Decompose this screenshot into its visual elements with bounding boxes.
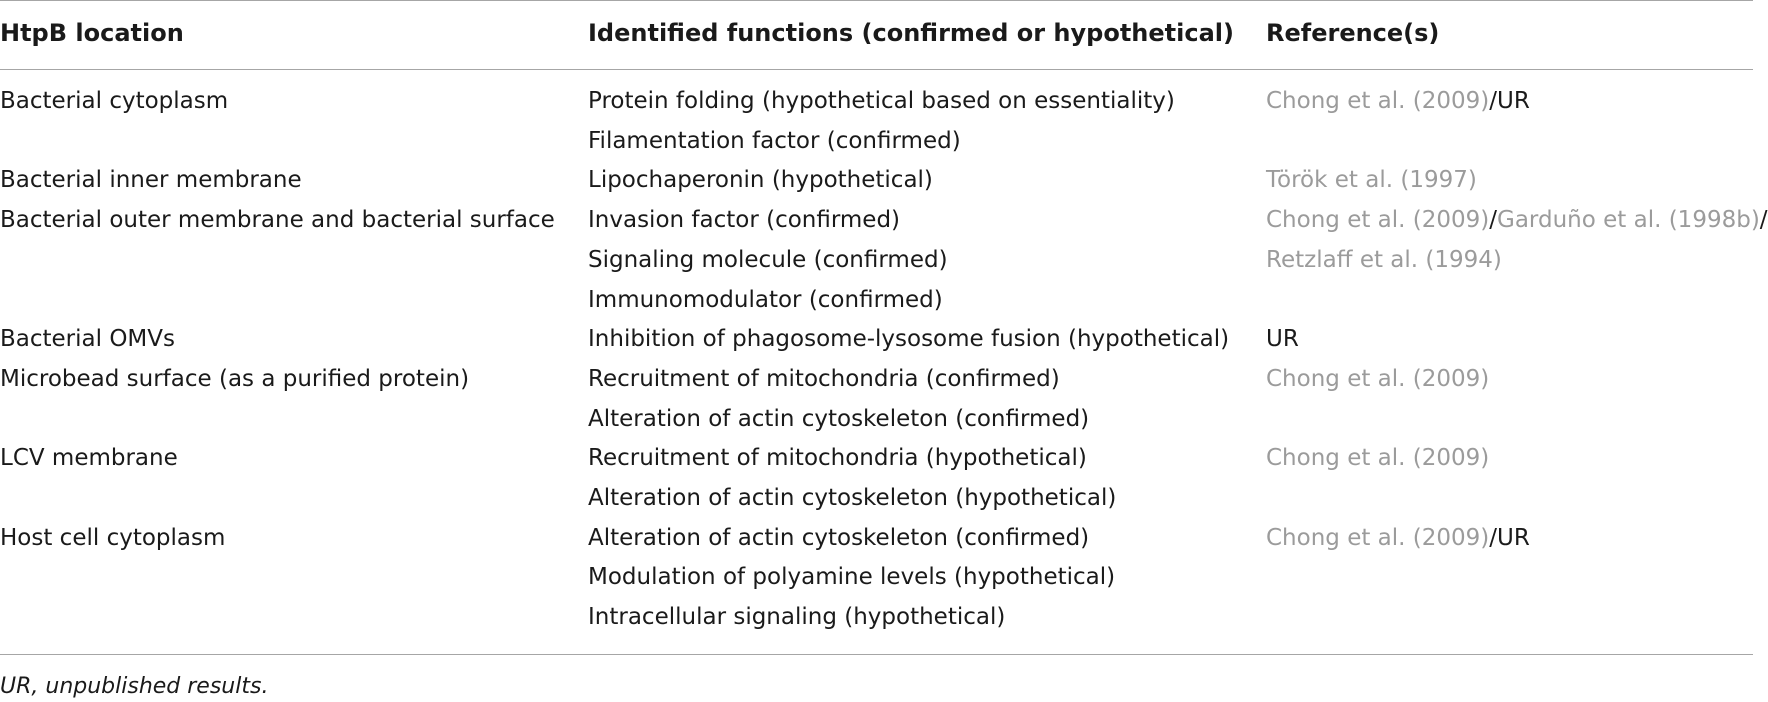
reference-text: / [1489,207,1498,233]
cell-references [1266,244,1502,276]
cell-function: Alteration of actin cytoskeleton (confirmed) [588,525,1090,551]
table-footnote: UR, unpublished results. [0,674,269,699]
cell-references [1266,85,1530,117]
reference-text: /UR [1489,88,1530,114]
cell-references [1266,164,1477,196]
cell-function: Intracellular signaling (hypothetical) [588,604,1006,630]
header-htpb-location: HtpB location [0,19,184,47]
cell-location: Bacterial inner membrane [0,167,302,193]
cell-function: Filamentation factor (confirmed) [588,128,961,154]
reference-link[interactable]: Chong et al. (2009) [1266,207,1490,233]
cell-references [1266,204,1768,236]
header-identified-functions: Identified functions (confirmed or hypothetical) [588,19,1234,47]
cell-references [1266,522,1530,554]
reference-text: /UR [1489,525,1530,551]
reference-link[interactable]: Retzlaff et al. (1994) [1266,247,1502,273]
cell-function: Alteration of actin cytoskeleton (hypothetical) [588,485,1117,511]
table-top-rule [0,0,1753,1]
reference-link[interactable]: Chong et al. (2009) [1266,88,1490,114]
cell-location: Microbead surface (as a purified protein) [0,366,470,392]
cell-references [1266,323,1299,355]
cell-function: Modulation of polyamine levels (hypothetical) [588,564,1116,590]
cell-references [1266,363,1489,395]
reference-link[interactable]: Török et al. (1997) [1266,167,1477,193]
table-header-rule [0,69,1753,70]
cell-function: Recruitment of mitochondria (confirmed) [588,366,1060,392]
cell-location: LCV membrane [0,445,178,471]
cell-location: Bacterial cytoplasm [0,88,229,114]
reference-link[interactable]: Chong et al. (2009) [1266,525,1490,551]
cell-location: Bacterial OMVs [0,326,175,352]
cell-function: Immunomodulator (confirmed) [588,287,943,313]
cell-location: Host cell cytoplasm [0,525,226,551]
header-references: Reference(s) [1266,19,1440,47]
reference-text: / [1759,207,1768,233]
cell-location: Bacterial outer membrane and bacterial surface [0,207,555,233]
cell-function: Lipochaperonin (hypothetical) [588,167,933,193]
reference-link[interactable]: Chong et al. (2009) [1266,445,1490,471]
cell-function: Inhibition of phagosome-lysosome fusion (hypothetical) [588,326,1230,352]
cell-function: Signaling molecule (confirmed) [588,247,948,273]
reference-link[interactable]: Garduño et al. (1998b) [1497,207,1760,233]
cell-references [1266,442,1489,474]
cell-function: Alteration of actin cytoskeleton (confirmed) [588,406,1090,432]
reference-link[interactable]: Chong et al. (2009) [1266,366,1490,392]
table-bottom-rule [0,654,1753,655]
cell-function: Invasion factor (confirmed) [588,207,901,233]
cell-function: Protein folding (hypothetical based on essentiality) [588,88,1175,114]
reference-text: UR [1266,326,1299,352]
cell-function: Recruitment of mitochondria (hypothetical) [588,445,1087,471]
